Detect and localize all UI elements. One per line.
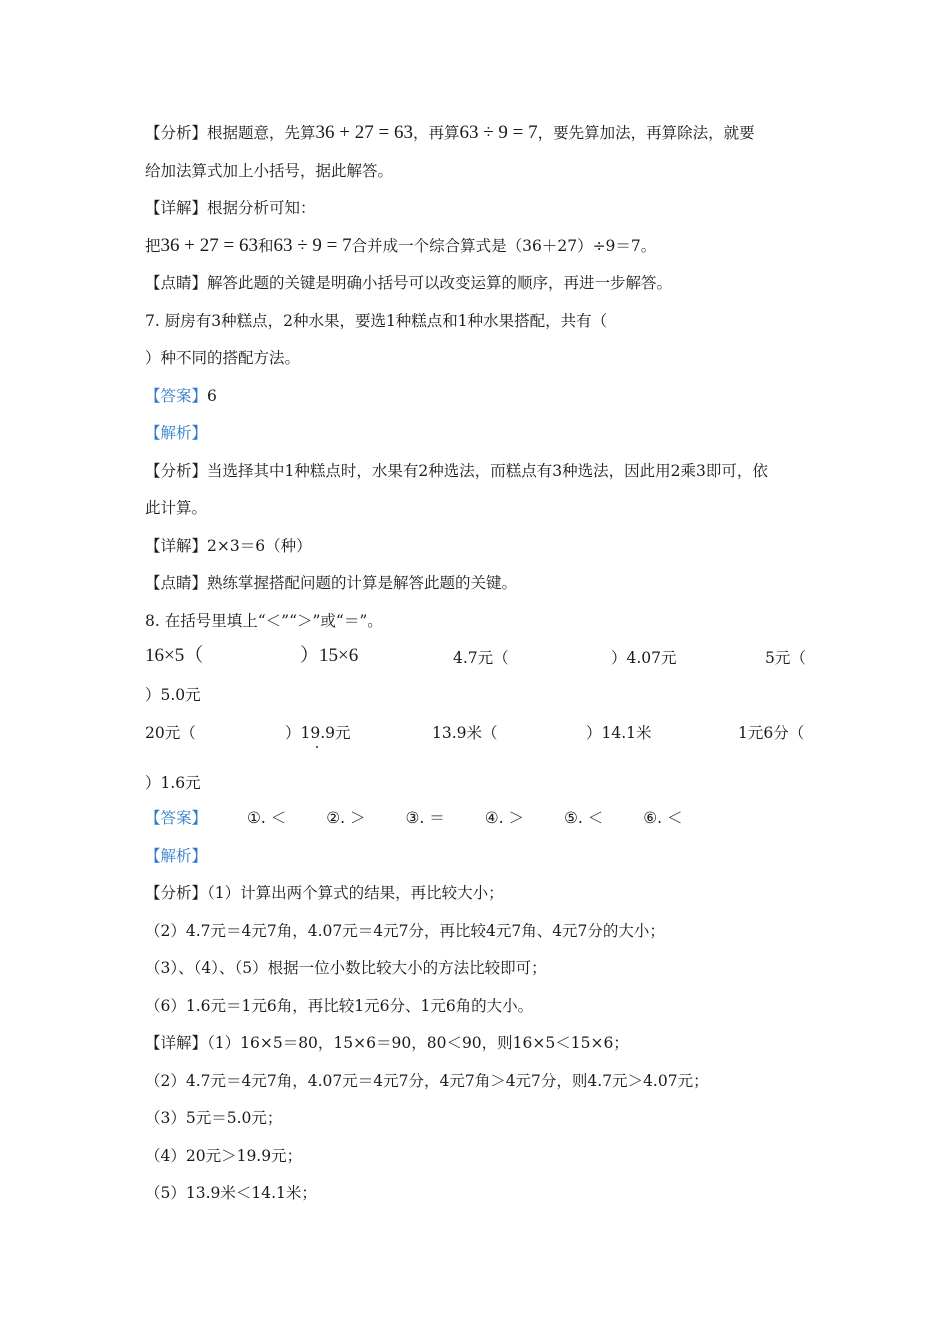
q8-item4-left: 20元（	[145, 724, 196, 742]
detail-label: 【详解】	[145, 537, 208, 555]
q8-answer-line	[145, 808, 815, 828]
q8-analysis-line1: 【分析】（1）计算出两个算式的结果，再比较大小；	[145, 884, 504, 902]
equation: 63 ÷ 9 = 7	[273, 235, 352, 256]
q8-item2-right: ）4.07元	[611, 649, 677, 667]
answer-item-5: ⑤. ＜	[564, 809, 604, 827]
q7-detail-line: 【详解】2×3＝6（种）	[145, 537, 312, 555]
answer-item-4: ④. ＞	[484, 809, 525, 827]
q8-item6-left: 1元6分（	[738, 724, 805, 742]
q8-detail-line2: （2）4.7元＝4元7角，4.07元＝4元7分，4元7角＞4元7分，则4.7元＞4.07元；	[145, 1072, 709, 1090]
q7-stem-line2: ）种不同的搭配方法。	[145, 349, 301, 367]
q8-stem: 8. 在括号里填上“＜”“＞”或“＝”。	[145, 612, 383, 630]
q7-answer-line	[145, 386, 815, 406]
q8-row2-wrap: ）1.6元	[145, 774, 201, 792]
q8-detail-line3: （3）5元＝5.0元；	[145, 1109, 283, 1127]
answer-item-3: ③. ＝	[405, 809, 445, 827]
q8-row1-wrap: ）5.0元	[145, 686, 201, 704]
q6-detail-line1: 【详解】根据分析可知：	[145, 199, 316, 217]
q8-analysis-line3: （3）、（4）、（5）根据一位小数比较大小的方法比较即可；	[145, 959, 547, 977]
point-label: 【点睛】	[145, 574, 208, 592]
q7-stem-line1: 7. 厨房有3种糕点，2种水果，要选1种糕点和1种水果搭配，共有（	[145, 312, 608, 330]
q8-detail-line5: （5）13.9米＜14.1米；	[145, 1184, 317, 1202]
q7-point-line: 【点睛】熟练掌握搭配问题的计算是解答此题的关键。	[145, 574, 518, 592]
ink-dot	[316, 746, 318, 748]
equation: 36 + 27 = 63	[315, 122, 413, 143]
point-label: 【点睛】	[145, 274, 208, 292]
q8-item2-left: 4.7元（	[453, 649, 509, 667]
q8-item3-left: 5元（	[765, 649, 806, 667]
answer-label: 【答案】	[145, 809, 208, 827]
analysis-label: 【分析】	[145, 462, 208, 480]
q7-jiexi-label: 【解析】	[145, 424, 208, 442]
answer-label: 【答案】	[145, 387, 208, 405]
q8-item5-left: 13.9米（	[432, 724, 498, 742]
q8-detail-line1: 【详解】（1）16×5＝80，15×6＝90，80＜90，则16×5＜15×6；	[145, 1034, 629, 1052]
q8-item4-right: ）19.9元	[285, 724, 351, 742]
q8-item1-left: 16×5（	[145, 645, 204, 666]
q7-analysis-line1: 【分析】当选择其中1种糕点时，水果有2种选法，而糕点有3种选法，因此用2乘3即可，依	[145, 462, 768, 480]
answer-value: 6	[207, 387, 217, 405]
detail-label: 【详解】	[145, 1034, 208, 1052]
q8-detail-line4: （4）20元＞19.9元；	[145, 1147, 303, 1165]
detail-label: 【详解】	[145, 199, 208, 217]
analysis-label: 【分析】	[145, 884, 208, 902]
q8-row2	[145, 723, 815, 745]
q8-jiexi-label: 【解析】	[145, 847, 208, 865]
q7-analysis-line2: 此计算。	[145, 499, 208, 517]
q8-row1	[145, 645, 815, 670]
answer-item-1: ①. ＜	[247, 809, 287, 827]
q6-point-line: 【点睛】解答此题的关键是明确小括号可以改变运算的顺序，再进一步解答。	[145, 274, 673, 292]
analysis-label: 【分析】	[145, 124, 208, 142]
answer-item-6: ⑥. ＜	[643, 809, 683, 827]
answer-item-2: ②. ＞	[326, 809, 366, 827]
q8-analysis-line2: （2）4.7元＝4元7角，4.07元＝4元7分，再比较4元7角、4元7分的大小；	[145, 922, 665, 940]
q6-analysis-line2: 给加法算式加上小括号，据此解答。	[145, 162, 394, 180]
q6-analysis-line1: 【分析】根据题意，先算36 + 27 = 63，再算63 ÷ 9 = 7，要先算加法，再算除法，就要	[145, 122, 755, 143]
equation: 63 ÷ 9 = 7	[459, 122, 538, 143]
q8-analysis-line4: （6）1.6元＝1元6角，再比较1元6分、1元6角的大小。	[145, 997, 534, 1015]
q8-item1-right: ）15×6	[300, 645, 359, 666]
equation: 36 + 27 = 63	[160, 235, 258, 256]
q8-item5-right: ）14.1米	[586, 724, 652, 742]
q6-detail-line2: 把36 + 27 = 63和63 ÷ 9 = 7合并成一个综合算式是（36＋27）÷9＝7。	[145, 235, 657, 256]
